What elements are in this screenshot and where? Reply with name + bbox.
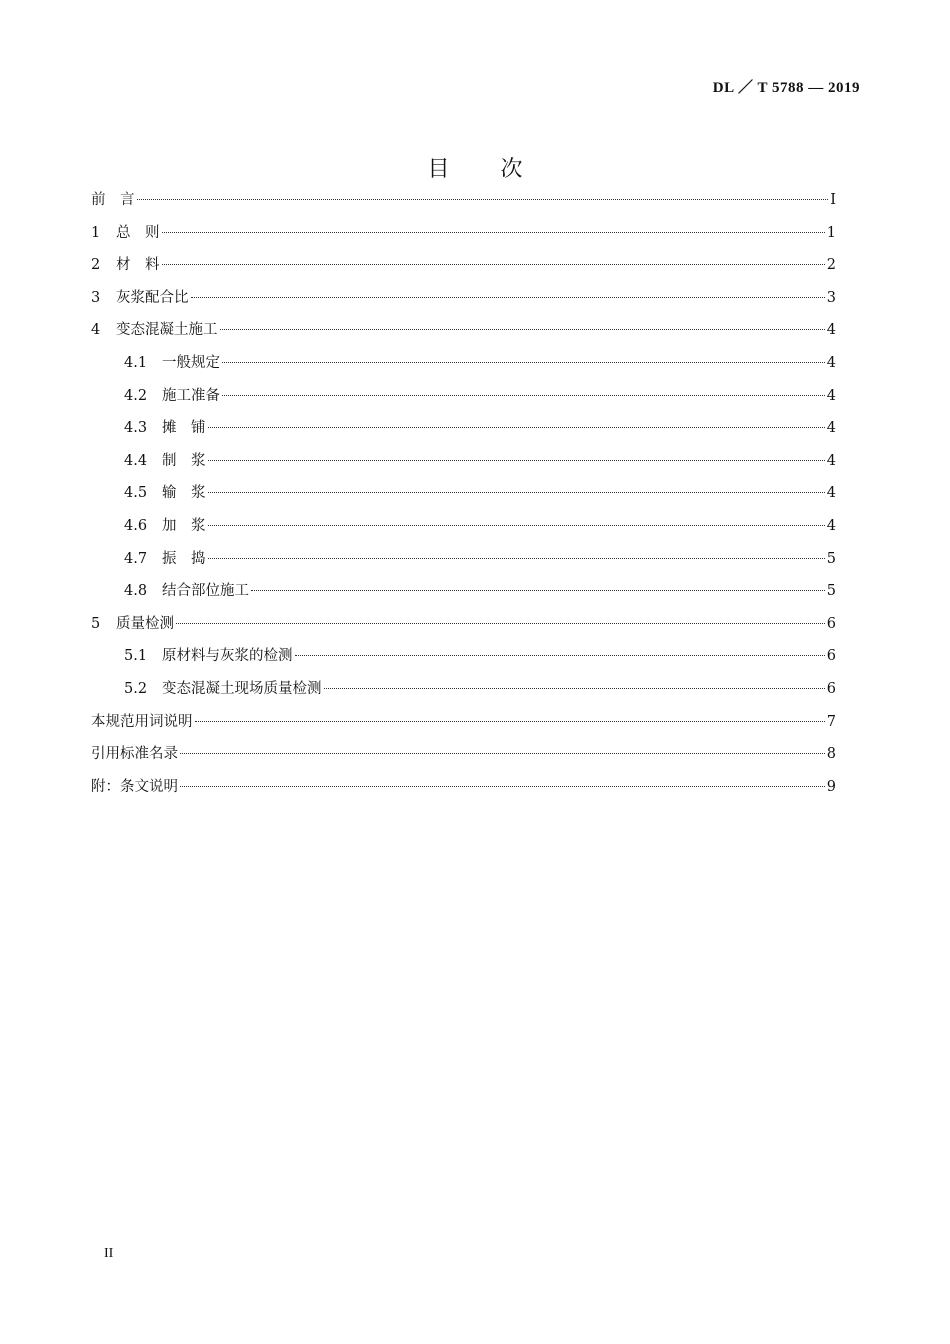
toc-leader-dots [208, 492, 825, 493]
toc-leader-dots [324, 688, 825, 689]
toc-entry-label: 灰浆配合比 [116, 289, 189, 306]
toc-entry-label: 摊 铺 [162, 420, 206, 437]
toc-leader-dots [208, 525, 825, 526]
toc-entry-page: 3 [826, 289, 836, 306]
toc-entry[interactable] [91, 673, 836, 706]
toc-leader-dots [208, 427, 825, 428]
toc-entry-page: 9 [826, 778, 836, 795]
toc-entry-page: 4 [826, 354, 836, 371]
toc-entry-page: 8 [826, 746, 836, 763]
page-title: 目 次 [427, 157, 545, 182]
toc-entry-number: 4 [91, 322, 101, 339]
toc-entry-label: 材 料 [116, 257, 160, 274]
toc-entry-page: 4 [826, 517, 836, 534]
toc-entry-label: 振 捣 [162, 550, 206, 567]
toc-entry-label: 结合部位施工 [162, 583, 249, 600]
toc-leader-dots [180, 753, 825, 754]
toc-entry-number: 4.1 [124, 354, 148, 371]
toc-leader-dots [222, 362, 825, 363]
toc-leader-dots [180, 786, 825, 787]
toc-entry-page: 6 [826, 615, 836, 632]
toc-entry[interactable] [91, 282, 836, 315]
toc-entry[interactable] [91, 477, 836, 510]
toc-entry[interactable] [91, 249, 836, 282]
toc-entry[interactable] [91, 608, 836, 641]
footer-page-number: II [104, 1246, 114, 1261]
toc-entry-page: 4 [826, 452, 836, 469]
toc-entry[interactable] [91, 445, 836, 478]
toc-entry[interactable] [91, 771, 836, 804]
toc-entry-number: 1 [91, 224, 101, 241]
toc-entry-label: 制 浆 [162, 452, 206, 469]
toc-entry[interactable] [91, 217, 836, 250]
toc-entry-label: 输 浆 [162, 485, 206, 502]
toc-leader-dots [208, 558, 825, 559]
toc-leader-dots [162, 264, 825, 265]
toc-entry-page: 4 [826, 322, 836, 339]
toc-entry[interactable] [91, 510, 836, 543]
toc-leader-dots [222, 395, 825, 396]
toc-leader-dots [295, 655, 825, 656]
toc-entry[interactable] [91, 347, 836, 380]
toc-entry[interactable] [91, 575, 836, 608]
toc-entry-number: 4.4 [124, 452, 148, 469]
toc-entry-page: 4 [826, 420, 836, 437]
toc-entry-label: 前 言 [91, 192, 135, 208]
toc-leader-dots [251, 590, 825, 591]
toc-entry-page: 6 [826, 680, 836, 697]
table-of-contents [91, 184, 836, 803]
toc-entry[interactable] [91, 640, 836, 673]
toc-entry[interactable] [91, 314, 836, 347]
toc-entry-label: 引用标准名录 [91, 746, 178, 763]
toc-entry-page: 1 [826, 224, 836, 241]
toc-entry-label: 施工准备 [162, 387, 220, 404]
toc-entry-number: 3 [91, 289, 101, 306]
toc-entry-page: 5 [826, 550, 836, 567]
toc-entry[interactable] [91, 184, 836, 217]
toc-leader-dots [191, 297, 825, 298]
toc-entry-page: I [830, 192, 836, 208]
toc-entry-page: 4 [826, 387, 836, 404]
toc-entry-label: 本规范用词说明 [91, 713, 193, 730]
toc-entry-number: 4.8 [124, 583, 148, 600]
toc-entry[interactable] [91, 380, 836, 413]
toc-entry-page: 4 [826, 485, 836, 502]
toc-leader-dots [176, 623, 825, 624]
toc-entry-number: 4.6 [124, 517, 148, 534]
toc-entry-label: 变态混凝土施工 [116, 322, 218, 339]
toc-leader-dots [220, 329, 825, 330]
toc-leader-dots [195, 721, 825, 722]
toc-entry-page: 2 [826, 257, 836, 274]
toc-entry-page: 5 [826, 583, 836, 600]
toc-leader-dots [162, 232, 825, 233]
toc-entry-label: 一般规定 [162, 354, 220, 371]
toc-entry-page: 6 [826, 648, 836, 665]
toc-entry[interactable] [91, 706, 836, 739]
toc-leader-dots [208, 460, 825, 461]
toc-entry[interactable] [91, 543, 836, 576]
toc-entry-number: 5.1 [124, 648, 148, 665]
toc-entry-number: 2 [91, 257, 101, 274]
toc-entry-number: 5.2 [124, 680, 148, 697]
toc-entry-number: 4.3 [124, 420, 148, 437]
toc-entry-label: 变态混凝土现场质量检测 [162, 680, 322, 697]
toc-entry[interactable] [91, 738, 836, 771]
toc-entry-label: 总 则 [116, 224, 160, 241]
toc-entry-number: 4.5 [124, 485, 148, 502]
toc-entry-page: 7 [826, 713, 836, 730]
toc-entry-number: 4.7 [124, 550, 148, 567]
toc-leader-dots [137, 199, 829, 200]
toc-entry-number: 5 [91, 615, 101, 632]
toc-entry-label: 加 浆 [162, 517, 206, 534]
standard-code: DL ／ T 5788 — 2019 [712, 80, 860, 96]
toc-entry-label: 附：条文说明 [91, 778, 178, 795]
toc-entry[interactable] [91, 412, 836, 445]
toc-entry-number: 4.2 [124, 387, 148, 404]
toc-entry-label: 质量检测 [116, 615, 174, 632]
toc-entry-label: 原材料与灰浆的检测 [162, 648, 293, 665]
